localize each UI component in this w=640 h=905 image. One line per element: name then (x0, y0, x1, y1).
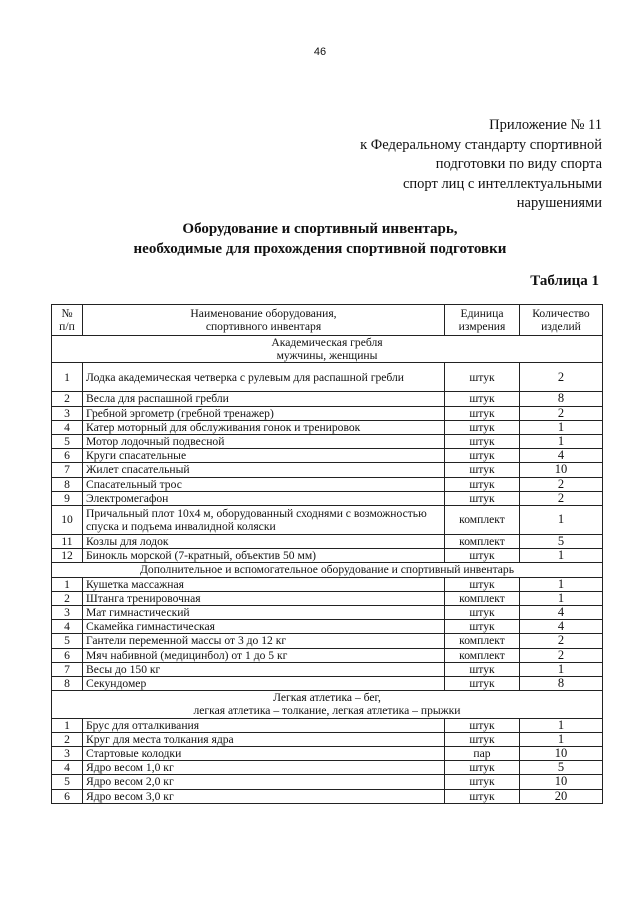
table-row (52, 363, 603, 392)
unit-of-measure: штук (445, 732, 520, 746)
unit-of-measure: штук (445, 406, 520, 420)
row-number: 7 (52, 463, 83, 477)
table-row (52, 591, 603, 605)
quantity: 1 (520, 591, 603, 605)
equipment-name: Скамейка гимнастическая (83, 620, 445, 634)
equipment-name: Ядро весом 2,0 кг (83, 775, 445, 789)
quantity: 8 (520, 677, 603, 691)
table-row (52, 406, 603, 420)
table-header-row (52, 305, 603, 336)
quantity: 1 (520, 662, 603, 676)
table-row (52, 606, 603, 620)
appendix-line: нарушениями (516, 195, 602, 211)
equipment-name: Мяч набивной (медицинбол) от 1 до 5 кг (83, 648, 445, 662)
section-row (52, 563, 603, 577)
unit-of-measure: штук (445, 606, 520, 620)
equipment-name: Ядро весом 3,0 кг (83, 789, 445, 803)
row-number: 7 (52, 662, 83, 676)
table-row (52, 549, 603, 563)
row-number: 1 (52, 577, 83, 591)
quantity: 1 (520, 718, 603, 732)
quantity: 20 (520, 789, 603, 803)
row-number: 6 (52, 648, 83, 662)
quantity: 4 (520, 449, 603, 463)
unit-of-measure: штук (445, 549, 520, 563)
row-number: 2 (52, 591, 83, 605)
equipment-name: Мотор лодочный подвесной (83, 435, 445, 449)
table-row (52, 677, 603, 691)
table-row (52, 491, 603, 505)
equipment-name: Мат гимнастический (83, 606, 445, 620)
table-body (52, 336, 603, 804)
table-row (52, 648, 603, 662)
unit-of-measure: штук (445, 463, 520, 477)
unit-of-measure: штук (445, 775, 520, 789)
unit-of-measure: комплект (445, 634, 520, 648)
row-number: 11 (52, 535, 83, 549)
quantity: 1 (520, 420, 603, 434)
row-number: 5 (52, 775, 83, 789)
table-row (52, 463, 603, 477)
row-number: 2 (52, 732, 83, 746)
table-label: Таблица 1 (530, 273, 599, 289)
equipment-name: Причальный плот 10х4 м, оборудованный сходнями с возможностью спуска и подъема инвалидной коляски (83, 506, 445, 535)
equipment-name: Брус для отталкивания (83, 718, 445, 732)
row-number: 4 (52, 761, 83, 775)
quantity: 2 (520, 634, 603, 648)
header-num: № п/п (52, 305, 83, 336)
table-row (52, 506, 603, 535)
row-number: 3 (52, 606, 83, 620)
unit-of-measure: штук (445, 363, 520, 392)
quantity: 4 (520, 606, 603, 620)
table-row (52, 477, 603, 491)
equipment-name: Лодка академическая четверка с рулевым для распашной гребли (83, 363, 445, 392)
table-row (52, 761, 603, 775)
row-number: 3 (52, 406, 83, 420)
document-title-line: Оборудование и спортивный инвентарь, (182, 221, 458, 237)
unit-of-measure: штук (445, 620, 520, 634)
equipment-name: Жилет спасательный (83, 463, 445, 477)
equipment-name: Весла для распашной гребли (83, 392, 445, 406)
quantity: 1 (520, 435, 603, 449)
row-number: 4 (52, 620, 83, 634)
section-title: Академическая гребля мужчины, женщины (52, 336, 603, 363)
section-title: Дополнительное и вспомогательное оборудование и спортивный инвентарь (52, 563, 603, 577)
equipment-name: Секундомер (83, 677, 445, 691)
unit-of-measure: комплект (445, 506, 520, 535)
unit-of-measure: пар (445, 747, 520, 761)
equipment-name: Круги спасательные (83, 449, 445, 463)
unit-of-measure: штук (445, 420, 520, 434)
row-number: 10 (52, 506, 83, 535)
table-row (52, 789, 603, 803)
unit-of-measure: штук (445, 449, 520, 463)
equipment-name: Штанга тренировочная (83, 591, 445, 605)
equipment-name: Стартовые колодки (83, 747, 445, 761)
unit-of-measure: комплект (445, 591, 520, 605)
row-number: 1 (52, 363, 83, 392)
equipment-name: Круг для места толкания ядра (83, 732, 445, 746)
unit-of-measure: штук (445, 435, 520, 449)
quantity: 10 (520, 775, 603, 789)
table-row (52, 620, 603, 634)
equipment-name: Электромегафон (83, 491, 445, 505)
quantity: 1 (520, 732, 603, 746)
equipment-name: Козлы для лодок (83, 535, 445, 549)
header-name: Наименование оборудования, спортивного инвентаря (83, 305, 445, 336)
unit-of-measure: штук (445, 477, 520, 491)
quantity: 10 (520, 463, 603, 477)
unit-of-measure: штук (445, 789, 520, 803)
equipment-name: Ядро весом 1,0 кг (83, 761, 445, 775)
quantity: 5 (520, 535, 603, 549)
quantity: 2 (520, 491, 603, 505)
row-number: 6 (52, 449, 83, 463)
row-number: 12 (52, 549, 83, 563)
quantity: 2 (520, 406, 603, 420)
unit-of-measure: штук (445, 677, 520, 691)
row-number: 1 (52, 718, 83, 732)
header-qty: Количество изделий (520, 305, 603, 336)
quantity: 1 (520, 506, 603, 535)
row-number: 8 (52, 477, 83, 491)
unit-of-measure: штук (445, 577, 520, 591)
table-row (52, 775, 603, 789)
row-number: 9 (52, 491, 83, 505)
equipment-name: Спасательный трос (83, 477, 445, 491)
unit-of-measure: комплект (445, 648, 520, 662)
equipment-name: Катер моторный для обслуживания гонок и тренировок (83, 420, 445, 434)
unit-of-measure: штук (445, 718, 520, 732)
quantity: 1 (520, 577, 603, 591)
equipment-name: Гантели переменной массы от 3 до 12 кг (83, 634, 445, 648)
row-number: 2 (52, 392, 83, 406)
quantity: 5 (520, 761, 603, 775)
appendix-line: к Федеральному стандарту спортивной (360, 136, 602, 153)
table-row (52, 535, 603, 549)
document-title-line: необходимые для прохождения спортивной подготовки (133, 240, 507, 257)
equipment-table (51, 304, 603, 804)
row-number: 6 (52, 789, 83, 803)
unit-of-measure: штук (445, 761, 520, 775)
section-title: Легкая атлетика – бег, легкая атлетика – толкание, легкая атлетика – прыжки (52, 691, 603, 718)
section-row (52, 336, 603, 363)
header-unit: Единица измрения (445, 305, 520, 336)
row-number: 4 (52, 420, 83, 434)
unit-of-measure: штук (445, 491, 520, 505)
quantity: 10 (520, 747, 603, 761)
unit-of-measure: штук (445, 392, 520, 406)
equipment-name: Гребной эргометр (гребной тренажер) (83, 406, 445, 420)
equipment-name: Кушетка массажная (83, 577, 445, 591)
table-row (52, 420, 603, 434)
appendix-line: спорт лиц с интеллектуальными (402, 175, 602, 192)
quantity: 4 (520, 620, 603, 634)
table-row (52, 634, 603, 648)
equipment-name: Весы до 150 кг (83, 662, 445, 676)
table-row (52, 435, 603, 449)
row-number: 8 (52, 677, 83, 691)
unit-of-measure: штук (445, 662, 520, 676)
document-title (0, 220, 640, 259)
table-row (52, 449, 603, 463)
table-row (52, 577, 603, 591)
quantity: 2 (520, 363, 603, 392)
page-number: 46 (313, 46, 327, 58)
table-row (52, 392, 603, 406)
quantity: 2 (520, 648, 603, 662)
row-number: 5 (52, 435, 83, 449)
quantity: 8 (520, 392, 603, 406)
appendix-line: Приложение № 11 (489, 117, 602, 133)
row-number: 3 (52, 747, 83, 761)
equipment-name: Бинокль морской (7-кратный, объектив 50 мм) (83, 549, 445, 563)
row-number: 5 (52, 634, 83, 648)
appendix-note (360, 116, 602, 214)
quantity: 1 (520, 549, 603, 563)
section-row (52, 691, 603, 718)
table-row (52, 662, 603, 676)
table-row (52, 747, 603, 761)
appendix-line: подготовки по виду спорта (435, 156, 602, 172)
table-row (52, 732, 603, 746)
table-row (52, 718, 603, 732)
unit-of-measure: комплект (445, 535, 520, 549)
quantity: 2 (520, 477, 603, 491)
